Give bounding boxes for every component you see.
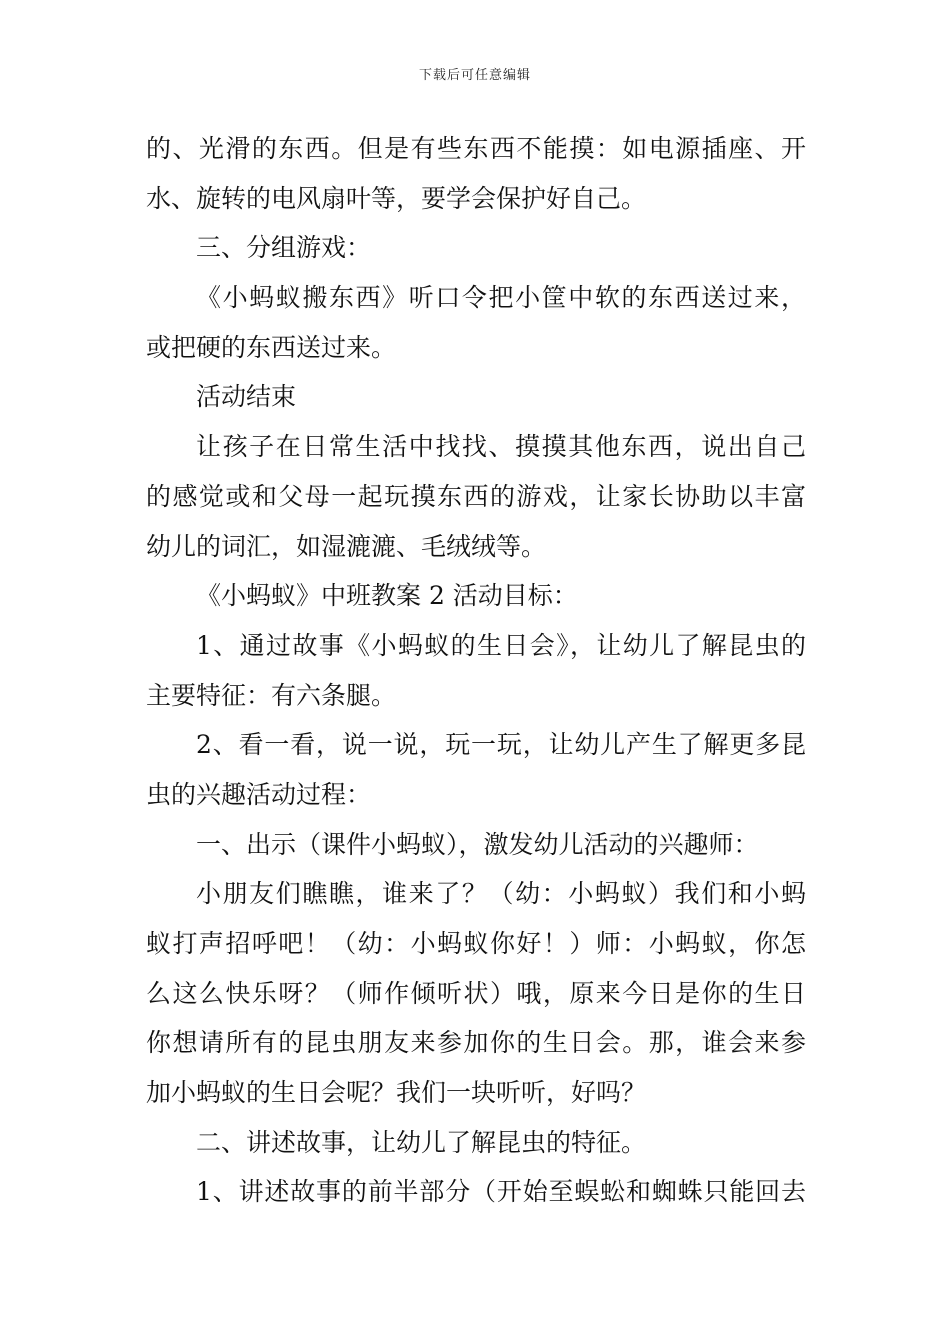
text-line: 幼儿的词汇，如湿漉漉、毛绒绒等。	[146, 531, 547, 561]
text-line: 的感觉或和父母一起玩摸东西的游戏，让家长协助以丰富	[146, 481, 806, 511]
text-line: 蚁打声招呼吧！（幼：小蚂蚁你好！）师：小蚂蚁，你怎	[146, 929, 806, 958]
section-heading: 二、讲述故事，让幼儿了解昆虫的特征。	[196, 1127, 647, 1157]
page-header: 下载后可任意编辑	[418, 68, 531, 83]
text-line: 虫的兴趣活动过程：	[146, 779, 372, 809]
text-line: 1、讲述故事的前半部分（开始至蜈蚣和蜘蛛只能回去	[196, 1177, 806, 1207]
text-line: 加小蚂蚁的生日会呢？我们一块听听，好吗？	[146, 1078, 647, 1108]
text-line: 或把硬的东西送过来。	[146, 332, 397, 362]
text-line: 水、旋转的电风扇叶等，要学会保护好自己。	[146, 183, 647, 213]
document-body	[146, 124, 806, 1217]
text-line: 么这么快乐呀？（师作倾听状）哦，原来今日是你的生日	[146, 978, 806, 1008]
text-line: 《小蚂蚁搬东西》听口令把小筐中软的东西送过来，	[196, 283, 806, 313]
section-heading: 《小蚂蚁》中班教案 2 活动目标：	[196, 581, 578, 611]
section-heading: 三、分组游戏：	[196, 233, 372, 263]
text-line: 主要特征：有六条腿。	[146, 680, 397, 710]
section-heading: 活动结束	[196, 382, 297, 412]
text-line: 2、看一看，说一说，玩一玩，让幼儿产生了解更多昆	[196, 730, 806, 760]
text-line: 一、出示（课件小蚂蚁），激发幼儿活动的兴趣师：	[196, 829, 759, 859]
text-line: 1、通过故事《小蚂蚁的生日会》，让幼儿了解昆虫的	[196, 630, 806, 660]
text-line: 你想请所有的昆虫朋友来参加你的生日会。那，谁会来参	[146, 1028, 806, 1058]
text-line: 让孩子在日常生活中找找、摸摸其他东西，说出自己	[196, 432, 806, 462]
text-line: 的、光滑的东西。但是有些东西不能摸：如电源插座、开	[146, 134, 806, 163]
text-line: 小朋友们瞧瞧，谁来了？（幼：小蚂蚁）我们和小蚂	[196, 879, 806, 909]
